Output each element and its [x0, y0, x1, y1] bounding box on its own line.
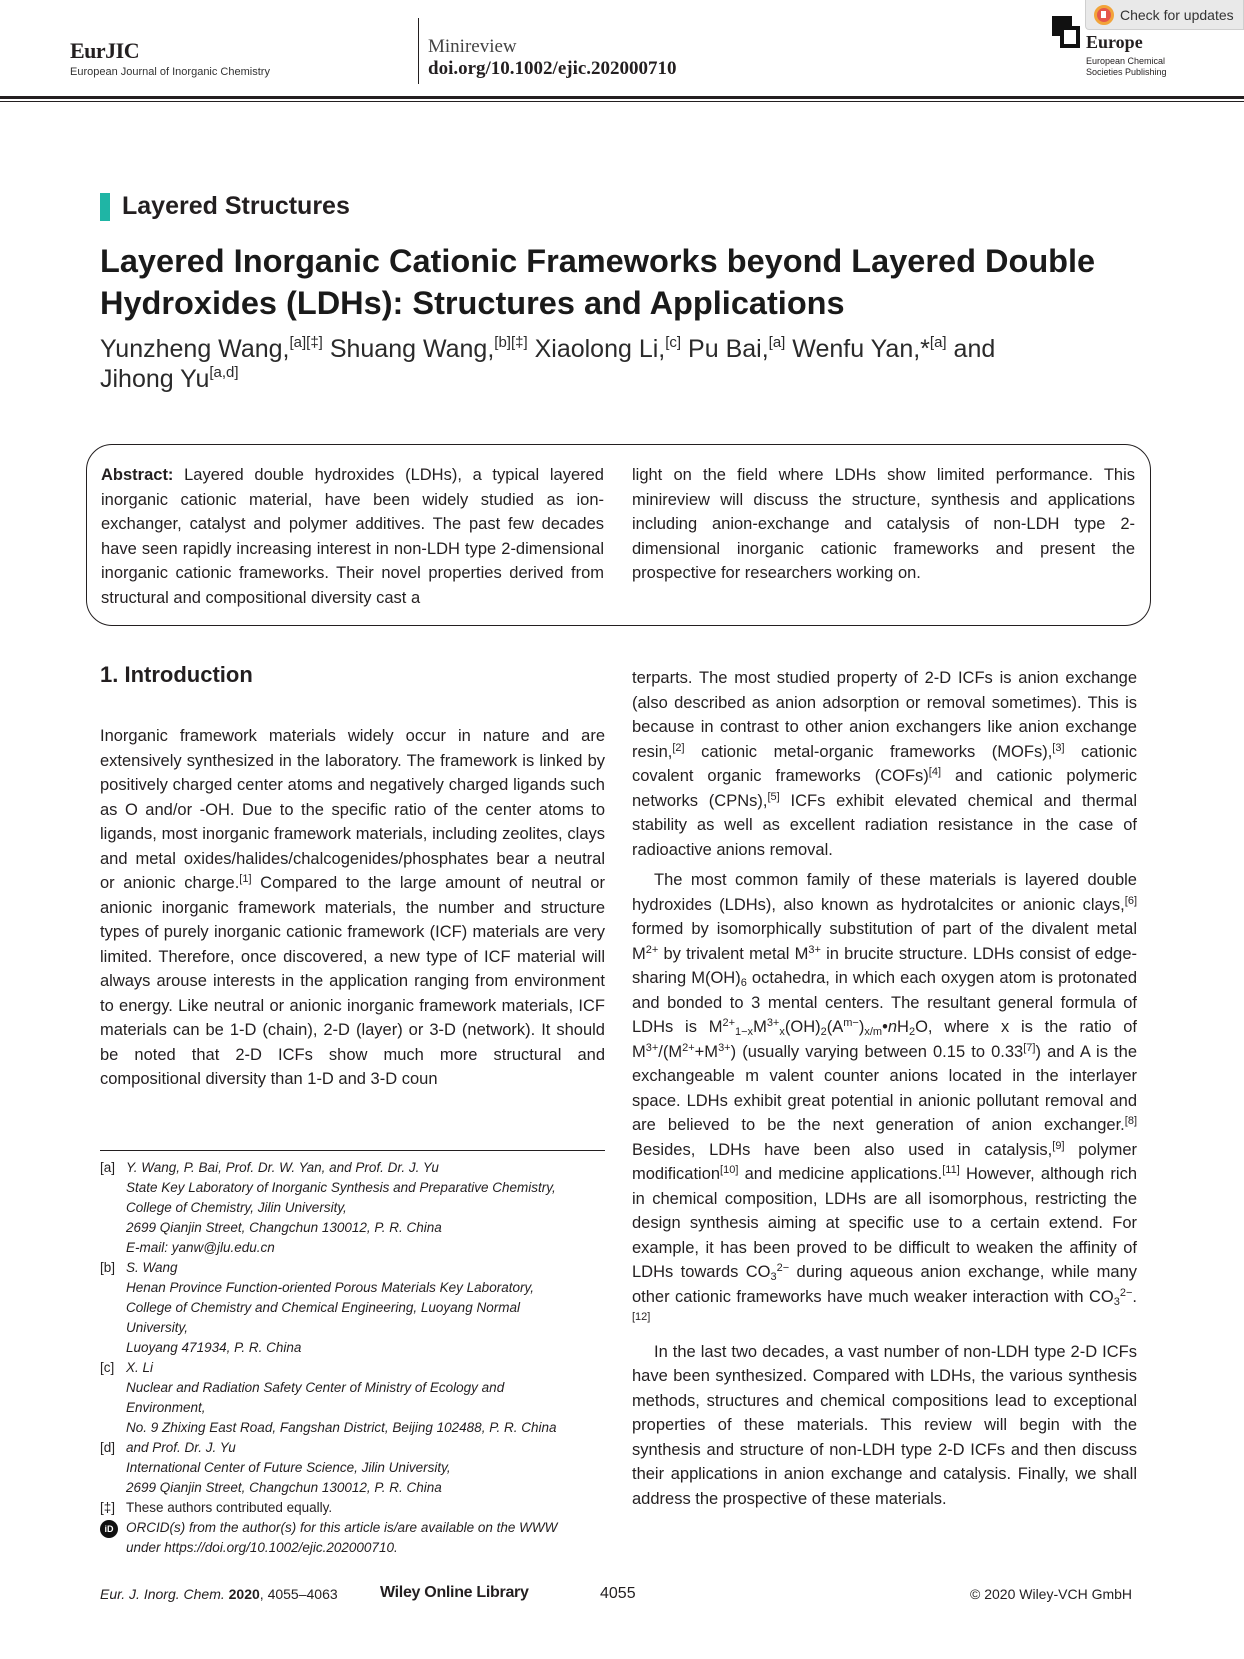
citation[interactable]: [7]	[1023, 1041, 1036, 1054]
email-link[interactable]: E-mail: yanw@jlu.edu.cn	[126, 1240, 275, 1255]
affiliation-footnotes	[100, 1158, 620, 1558]
intro-paragraph-3: In the last two decades, a vast number of non-LDH type 2-D ICFs have been synthesized. Compared with LDHs, the various synthesis methods, structures and chemical compositions lead to exceptional properties of these materials. This review will begin with the synthesis and structure of non-LDH type 2-D ICFs and then discuss their applications in anion exchange and catalysis. Finally, we shall address the prospective of these materials.	[632, 1342, 1137, 1508]
section-heading-introduction: 1. Introduction	[100, 662, 253, 687]
article-type: Minireview	[428, 36, 517, 57]
page-number: 4055	[600, 1585, 636, 1602]
journal-abbreviation: EurJIC	[70, 38, 140, 63]
citation[interactable]: [2]	[672, 741, 685, 754]
publisher-subtitle: European Chemical Societies Publishing	[1086, 56, 1167, 77]
body-right-column	[632, 666, 1137, 1511]
publisher-logo-text: Europe	[1086, 32, 1143, 52]
citation[interactable]: [10]	[720, 1164, 739, 1176]
wiley-online-library-link[interactable]: Wiley Online Library	[380, 1584, 529, 1601]
citation[interactable]: [5]	[767, 790, 780, 803]
citation[interactable]: [6]	[1124, 894, 1137, 907]
journal-citation: Eur. J. Inorg. Chem. 2020, 4055–4063	[100, 1586, 338, 1602]
affiliation-a: [a] Y. Wang, P. Bai, Prof. Dr. W. Yan, and Prof. Dr. J. Yu State Key Laboratory of Inorganic Synthesis and Preparative Chemistry, College of Chemistry, Jilin University, 2699 Qianjin Street, Changchun 130012, P. R. China E-mail: yanw@jlu.edu.cn	[100, 1158, 620, 1258]
intro-paragraph-1: Inorganic framework materials widely occur in nature and are extensively synthesized in the laboratory. The framework is linked by positively charged center atoms and negatively charged ligands such as O and/or -OH. Due to the specific ratio of the center atoms to ligands, most inorganic framework materials, including zeolites, clays and metal oxides/halides/chalcogenides/phosphates bear a neutral or anionic charge.[1] Compared to the large amount of neutral or anionic inorganic framework materials, the number and structure types of purely inorganic cationic framework (ICF) materials are very limited. Therefore, once discovered, a new type of ICF material will always arouse interests in the application ranging from environment to energy. Like neutral or anionic inorganic framework materials, ICF materials can be 1-D (chain), 2-D (layer) or 3-D (network). It should be noted that 2-D ICFs show much more structural and compositional diversity than 1-D and 3-D coun	[100, 727, 605, 1088]
section-accent-bar	[100, 193, 110, 221]
abstract-left-column: Abstract: Layered double hydroxides (LDHs), a typical layered inorganic cationic material, have been widely studied as ion-exchanger, catalyst and polymer additives. The past few decades have seen rapidly increasing interest in non-LDH type 2-dimensional inorganic cationic frameworks. Their novel properties derived from structural and compositional diversity cast a	[101, 466, 604, 607]
abstract-label: Abstract:	[101, 466, 174, 484]
bookmark-icon	[1094, 5, 1114, 25]
citation[interactable]: [9]	[1052, 1139, 1065, 1152]
section-label: Layered Structures	[122, 192, 350, 220]
affiliation-b: [b] S. Wang Henan Province Function-oriented Porous Materials Key Laboratory, College of Chemistry and Chemical Engineering, Luoyang Normal University, Luoyang 471934, P. R. China	[100, 1260, 534, 1355]
citation[interactable]: [8]	[1124, 1115, 1137, 1127]
header-rule-thin	[0, 101, 1244, 102]
copyright-notice: © 2020 Wiley-VCH GmbH	[970, 1586, 1133, 1602]
citation[interactable]: [1]	[239, 873, 252, 885]
check-for-updates-button[interactable]	[1085, 0, 1244, 30]
journal-branding	[70, 38, 270, 78]
page-footer	[0, 1582, 1244, 1612]
orcid-note: iD ORCID(s) from the author(s) for this article is/are available on the WWW under https://doi.org/10.1002/ejic.202000710.	[100, 1518, 620, 1558]
orcid-link[interactable]: under https://doi.org/10.1002/ejic.202000710.	[126, 1540, 398, 1555]
check-for-updates-label: Check for updates	[1120, 6, 1234, 23]
intro-paragraph-2: The most common family of these materials is layered double hydroxides (LDHs), also known as hydrotalcites or anionic clays,[6] formed by isomorphically substitution of part of the divalent metal $M^{2+}$ by trivalent metal $M^{3+}$ in brucite structure. LDHs consist of edge-sharing $M(OH)_6$ octahedra, in which each oxygen atom is protonated and bonded to 3 mental centers. The resultant general formula of LDHs is $M^{2+}_{1-x}M^{3+}_x(OH)_2(A^{m-})_{x/m}•nH_2O$, where x is the ratio of $M^{3+}/(M^{2+}+M^{3+})$ (usually varying between 0.15 to 0.33[7]) and A is the exchangeable m valent counter anions located in the interlayer space. LDHs exhibit great potential in anionic pollutant removal and are believed to be the next generation of anion exchanger.[8] Besides, LDHs have been also used in catalysis,[9] polymer modification[10] and medicine applications.[11] However, although rich in chemical composition, LDHs are all isomorphous, restricting the design synthesis aiming at specific use to a certain extend. For example, it has been proved to be difficult to weaken the affinity of LDHs towards $CO_3^{2-}$ during aqueous anion exchange, while many other cationic frameworks have much weaker interaction with $CO_3^{2-}.[12]$	[632, 871, 1138, 1323]
doi-link[interactable]: doi.org/10.1002/ejic.202000710	[428, 58, 677, 79]
abstract-box	[86, 444, 1151, 626]
article-title: Layered Inorganic Cationic Frameworks beyond Layered Double Hydroxides (LDHs): Structures and Applications	[100, 243, 1096, 321]
body-left-column	[100, 724, 605, 1092]
header-divider	[418, 18, 419, 84]
page-header	[0, 0, 1244, 104]
citation[interactable]: [11]	[942, 1164, 960, 1176]
chemistry-europe-logo-icon	[1052, 16, 1082, 50]
orcid-icon: iD	[100, 1520, 118, 1538]
abstract-right-column: light on the field where LDHs show limited performance. This minireview will discuss the structure, synthesis and applications including anion-exchange and catalysis of non-LDH type 2-dimensional inorganic cationic frameworks and present the prospective for researchers working on.	[632, 466, 1135, 582]
author-list: Yunzheng Wang,[a][‡] Shuang Wang,[b][‡] Xiaolong Li,[c] Pu Bai,[a] Wenfu Yan,*[a] and Jihong Yu[a,d]	[100, 334, 996, 393]
footnote-rule	[100, 1150, 605, 1151]
affiliation-c: [c] X. Li Nuclear and Radiation Safety Center of Ministry of Ecology and Environment, No. 9 Zhixing East Road, Fangshan District, Beijing 102488, P. R. China	[100, 1360, 557, 1435]
intro-paragraph-1-continued: terparts. The most studied property of 2-D ICFs is anion exchange (also described as anion adsorption or removal sometimes). This is because in contrast to other anion exchangers like anion exchange resin,[2] cationic metal-organic frameworks (MOFs),[3] cationic covalent organic frameworks (COFs)[4] and cationic polymeric networks (CPNs),[5] ICFs exhibit elevated chemical and thermal stability as well as excellent radiation resistance in the case of radioactive anions removal.	[632, 669, 1137, 859]
equal-contribution-note: [‡] These authors contributed equally.	[100, 1500, 333, 1515]
journal-full-name: European Journal of Inorganic Chemistry	[70, 66, 270, 78]
section-tag	[100, 192, 350, 221]
header-rule	[0, 96, 1244, 99]
citation[interactable]: [12]	[632, 1311, 651, 1323]
citation[interactable]: [4]	[928, 766, 942, 778]
citation[interactable]: [3]	[1052, 741, 1065, 754]
affiliation-d: [d] and Prof. Dr. J. Yu International Center of Future Science, Jilin University, 2699 Qianjin Street, Changchun 130012, P. R. China	[100, 1440, 451, 1495]
